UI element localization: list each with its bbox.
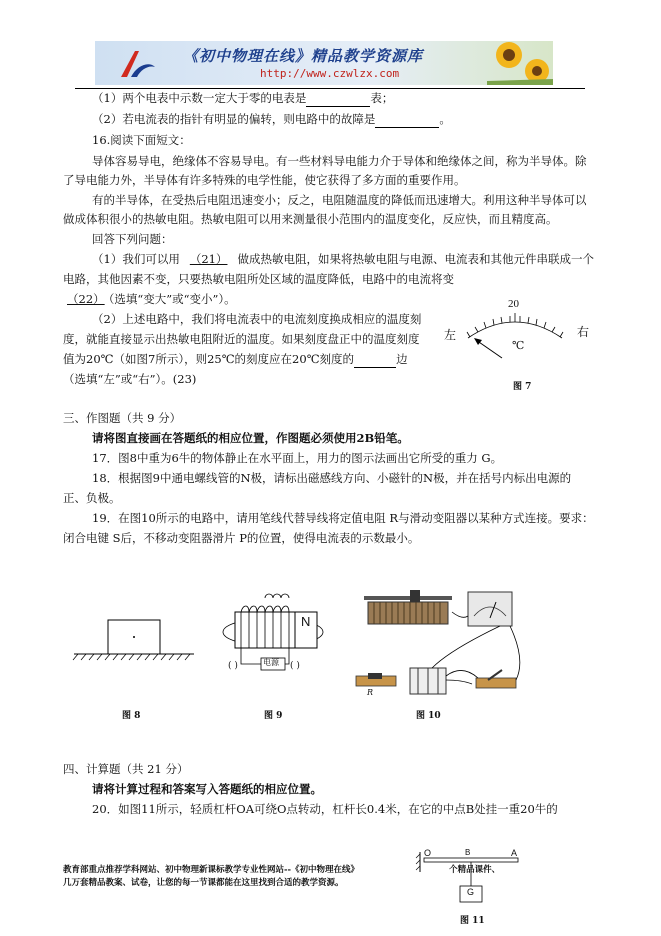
q15-item2: （2）若电流表的指针有明显的偏转，则电路中的故障是 。	[92, 112, 451, 126]
footer-line-1: 教育部重点推荐学科网站、初中物理新课标教学专业性网站--《初中物理在线》 个精品课件、	[63, 865, 501, 875]
fig8-caption: 图 8	[122, 711, 141, 721]
q18-l1: 18．根据图9中通电螺线管的N极，请标出磁感线方向、小磁针的N极，并在括号内标出电源的	[92, 471, 572, 485]
q16-s1-l1: （1）我们可以用 （21） 做成热敏电阻，如果将热敏电阻与电源、电流表和其他元件串联成一个	[92, 252, 594, 266]
section3-instruction: 请将图直接画在答题纸的相应位置，作图题必须使用2B铅笔。	[92, 431, 409, 445]
fig10-r-label: R	[367, 688, 374, 697]
fig9-paren-left: ( )	[228, 661, 238, 671]
fig7-caption: 图 7	[513, 382, 532, 392]
fig11-o-label: O	[424, 848, 432, 858]
fig11-caption: 图 11	[460, 916, 485, 926]
fig7-unit: ℃	[512, 339, 525, 352]
q16-p2-l1: 有的半导体，在受热后电阻迅速变小；反之，电阻随温度的降低而迅速增大。利用这种半导体可以	[92, 193, 587, 207]
q19-l2: 闭合电键 S后，不移动变阻器滑片 P的位置，使得电流表的示数最小。	[63, 531, 420, 545]
header-banner	[95, 41, 553, 85]
q16-answer-prompt: 回答下列问题：	[92, 232, 173, 246]
q16-s2-l2: 度，就能直接显示出热敏电阻附近的温度。如果刻度盘正中的温度刻度	[63, 332, 420, 346]
header-url: http://www.czwlzx.com	[260, 67, 400, 80]
footer-line-2: 几万套精品教案、试卷，让您的每一节课都能在这里找到合适的教学资源。	[63, 878, 344, 888]
section4-instruction: 请将计算过程和答案写入答题纸的相应位置。	[92, 782, 322, 796]
q16-p1-l1: 导体容易导电，绝缘体不容易导电。有一些材料导电能力介于导体和绝缘体之间，称为半导体。除	[92, 154, 587, 168]
fig10-caption: 图 10	[416, 711, 441, 721]
fig9-paren-right: ( )	[290, 661, 300, 671]
q16-s1-l3: （22） （选填“变大”或“变小”）。	[67, 292, 236, 306]
fig7-top-value: 20	[508, 298, 519, 310]
q16-intro: 16.阅读下面短文：	[92, 133, 191, 147]
fig11-a-label: A	[511, 848, 518, 858]
q16-p2-l2: 做成体积很小的热敏电阻。热敏电阻可以用来测量很小范围内的温度变化，反应快，而且精度高。	[63, 212, 558, 226]
q18-l2: 正、负极。	[63, 491, 121, 505]
logo-icon	[115, 47, 159, 81]
q17: 17．图8中重为6牛的物体静止在水平面上，用力的图示法画出它所受的重力 G。	[92, 451, 503, 465]
fig9-caption: 图 9	[264, 711, 283, 721]
q16-s2-l1: （2）上述电路中，我们将电流表中的电流刻度换成相应的温度刻	[92, 312, 422, 326]
q16-s2-l4: （选填“左”或“右”）。(23)	[63, 372, 197, 386]
q20: 20．如图11所示，轻质杠杆OA可绕O点转动，杠杆长0.4米，在它的中点B处挂一重20牛的	[92, 802, 558, 816]
fig9-n-pole: N	[301, 614, 311, 629]
section3-heading: 三、作图题（共 9 分）	[63, 411, 182, 425]
fig7-left-label: 左	[444, 328, 457, 342]
fig9-power-label: 电源	[263, 658, 279, 667]
q19-l1: 19．在图10所示的电路中，请用笔线代替导线将定值电阻 R与滑动变阻器以某种方式连接。要求：	[92, 511, 594, 525]
sunflower-icon	[487, 41, 553, 85]
header-title: 《初中物理在线》精品教学资源库	[183, 47, 424, 65]
figure-10-circuit	[350, 580, 530, 700]
q16-s1-l2: 电路，其他因素不变，只要热敏电阻所处区域的温度降低，电路中的电流将变	[63, 272, 454, 286]
q15-item1: （1）两个电表中示数一定大于零的电表是 表；	[92, 91, 394, 105]
fig7-right-label: 右	[577, 325, 590, 339]
q16-s2-l3: 值为20℃（如图7所示），则25℃的刻度应在20℃刻度的 边	[63, 352, 408, 366]
figure-8-block	[68, 610, 198, 666]
fig11-b-label: B	[465, 848, 471, 857]
section4-heading: 四、计算题（共 21 分）	[63, 762, 189, 776]
q16-p1-l2: 了导电能力外，半导体有许多特殊的电学性能，使它获得了多方面的重要作用。	[63, 173, 466, 187]
fig11-g-label: G	[467, 887, 475, 897]
